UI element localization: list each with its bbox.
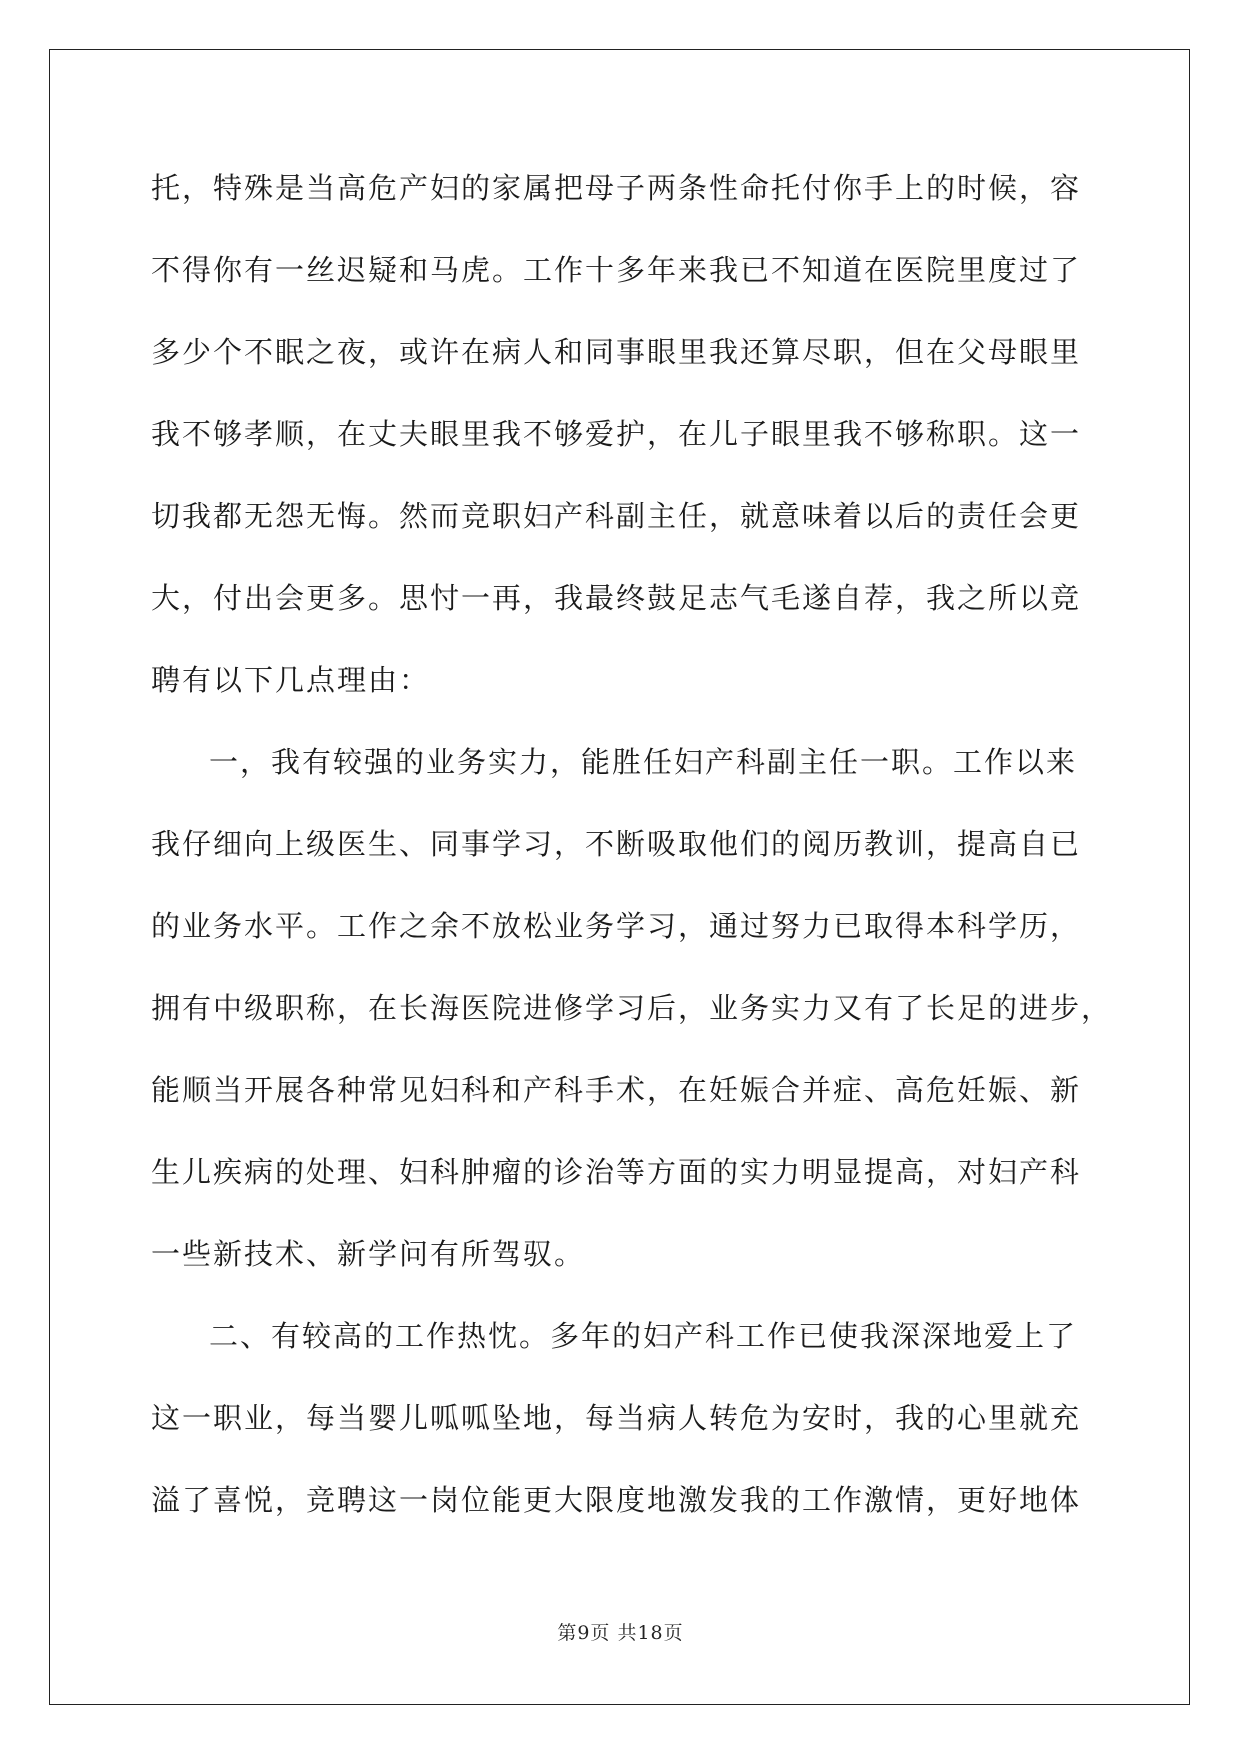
text-line-2: 不得你有一丝迟疑和马虎。工作十多年来我已不知道在医院里度过了 (151, 253, 1082, 287)
text-line-17: 溢了喜悦，竞聘这一岗位能更大限度地激发我的工作激情，更好地体 (151, 1483, 1082, 1517)
text-line-16: 这一职业，每当婴儿呱呱坠地，每当病人转危为安时，我的心里就充 (151, 1401, 1082, 1435)
text-line-8: 一，我有较强的业务实力，能胜任妇产科副主任一职。工作以来 (209, 745, 1078, 779)
text-line-5: 切我都无怨无悔。然而竞职妇产科副主任，就意味着以后的责任会更 (151, 499, 1082, 533)
text-line-6: 大，付出会更多。思忖一再，我最终鼓足志气毛遂自荐，我之所以竞 (151, 581, 1082, 615)
text-line-9: 我仔细向上级医生、同事学习，不断吸取他们的阅历教训，提高自已 (151, 827, 1082, 861)
text-line-11: 拥有中级职称，在长海医院进修学习后，业务实力又有了长足的进步， (151, 991, 1113, 1025)
text-line-3: 多少个不眠之夜，或许在病人和同事眼里我还算尽职，但在父母眼里 (151, 335, 1082, 369)
text-line-14: 一些新技术、新学问有所驾驭。 (151, 1237, 586, 1271)
page-number: 第9页 共18页 (557, 1622, 684, 1644)
text-line-13: 生儿疾病的处理、妇科肿瘤的诊治等方面的实力明显提高，对妇产科 (151, 1155, 1082, 1189)
text-line-4: 我不够孝顺，在丈夫眼里我不够爱护，在儿子眼里我不够称职。这一 (151, 417, 1082, 451)
text-line-10: 的业务水平。工作之余不放松业务学习，通过努力已取得本科学历， (151, 909, 1082, 943)
text-line-1: 托，特殊是当高危产妇的家属把母子两条性命托付你手上的时候，容 (151, 171, 1082, 205)
text-line-12: 能顺当开展各种常见妇科和产科手术，在妊娠合并症、高危妊娠、新 (151, 1073, 1082, 1107)
document-body (151, 160, 1113, 1554)
text-line-15: 二、有较高的工作热忱。多年的妇产科工作已使我深深地爱上了 (209, 1319, 1078, 1353)
text-line-7: 聘有以下几点理由： (151, 663, 431, 697)
